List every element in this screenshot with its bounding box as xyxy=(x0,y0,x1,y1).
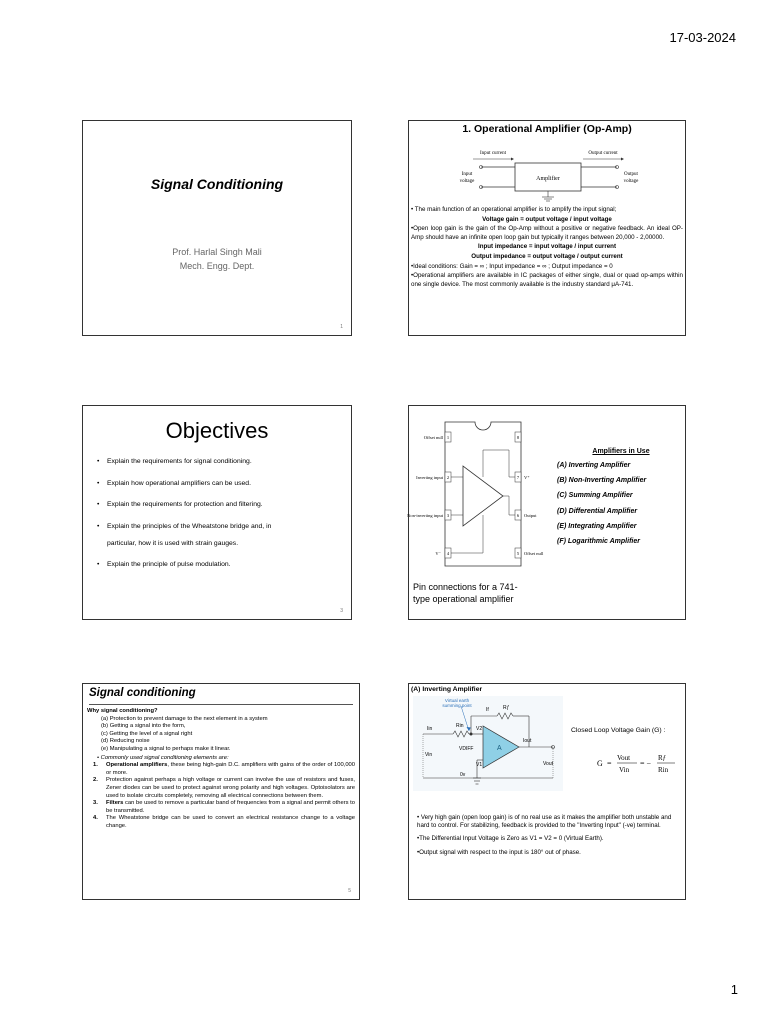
slide-2 xyxy=(408,120,686,336)
section-heading: • Commonly used signal conditioning elements are: xyxy=(97,754,229,761)
pin-label-offset-null: Offset null xyxy=(423,435,443,440)
slide-title: (A) Inverting Amplifier xyxy=(411,686,483,693)
note-item: • Very high gain (open loop gain) is of no real use as it makes the amplifier both unstable and hard to control. For stabilizing, feedback is provided to the "Inverting Input" (-ve) terminal. xyxy=(417,814,672,830)
gain-formula xyxy=(597,750,687,776)
list-item: • Explain the requirements for protection and filtering. xyxy=(97,501,337,508)
output-current-label: Output current xyxy=(588,151,618,156)
reason-item: (c) Getting the level of a signal right xyxy=(101,730,193,737)
equation-output-impedance: Output impedance = output voltage / output current xyxy=(471,253,623,261)
element-item xyxy=(87,815,355,830)
amplifier-type-item: (D) Differential Amplifier xyxy=(557,507,638,515)
author-name: Prof. Harlal Singh Mali xyxy=(172,247,262,257)
output-voltage-label-2: voltage xyxy=(623,179,639,184)
item-keyword: Filters xyxy=(106,800,124,807)
paragraph: •Open loop gain is the gain of the Op-Amp without a positive or negative feedback. An ideal OP-Amp should have an infinite open loop gain but typically it ranges between 20,000 - 2,00000. xyxy=(411,225,683,241)
inverting-amplifier-circuit xyxy=(413,696,563,791)
reason-item: (a) Protection to prevent damage to the next element in a system xyxy=(101,715,268,722)
pin-label-noninverting-input: Non-inverting input xyxy=(407,513,443,518)
element-item xyxy=(87,800,355,815)
ground-label: 0v xyxy=(460,772,466,778)
equation-input-impedance: Input impedance = input voltage / input current xyxy=(477,243,617,251)
741-pin-diagram xyxy=(407,414,545,574)
document-date: 17-03-2024 xyxy=(669,30,736,45)
vout-label: Vout xyxy=(543,761,554,767)
v1-label: V1 xyxy=(476,762,483,768)
item-text: The Wheatstone bridge can be used to convert an electrical resistance change to a voltage change. xyxy=(106,815,355,829)
author-block xyxy=(83,245,351,273)
reason-item: (e) Manipulating a signal to perhaps make it linear. xyxy=(101,745,231,752)
slide-title: Objectives xyxy=(165,418,269,443)
reason-item: (d) Reducing noise xyxy=(101,738,150,745)
amplifier-type-item: (A) Inverting Amplifier xyxy=(557,462,631,469)
vin-label: Vin xyxy=(425,752,433,758)
slide-notes xyxy=(417,814,679,862)
formula-equals: = xyxy=(607,759,612,768)
item-keyword: Operational amplifiers xyxy=(106,762,168,769)
slide-number: 3 xyxy=(340,608,343,614)
vdiff-label: VDIFF xyxy=(459,746,474,752)
formula-equals-minus: = − xyxy=(640,759,652,768)
caption-line: type operational amplifier xyxy=(413,594,514,604)
v2-label: V2 xyxy=(476,726,483,732)
author-dept: Mech. Engg. Dept. xyxy=(179,261,255,271)
pin-number: 2 xyxy=(446,475,450,480)
item-number: 1. xyxy=(93,762,98,769)
slide-5 xyxy=(82,683,360,900)
opamp-label: A xyxy=(497,745,502,752)
iout-label: Iout xyxy=(523,738,532,744)
pin-label-offset-null: Offset null xyxy=(524,551,544,556)
formula-vout: Vout xyxy=(617,754,631,762)
amplifier-type-item: (B) Non-Inverting Amplifier xyxy=(557,477,647,485)
slide-title: 1. Operational Amplifier (Op-Amp) xyxy=(462,123,632,135)
slide-number: 1 xyxy=(340,324,343,330)
paragraph: •Ideal conditions: Gain = ∞ ; Input impedance = ∞ ; Output impedance = 0 xyxy=(411,262,613,270)
formula-rin: Rin xyxy=(658,766,669,774)
list-item: • Explain the principles of the Wheatstone bridge and, in xyxy=(97,523,337,530)
slide-number: 5 xyxy=(348,888,351,894)
input-voltage-label-2: voltage xyxy=(459,179,475,184)
amplifier-label: Amplifier xyxy=(536,176,560,182)
pin-number: 4 xyxy=(446,551,450,556)
list-item: • Explain how operational amplifiers can be used. xyxy=(97,480,337,487)
list-item: • Explain the requirements for signal conditioning. xyxy=(97,458,337,465)
slide-body xyxy=(411,206,683,290)
slide-title: Signal Conditioning xyxy=(150,176,284,192)
formula-g: G xyxy=(597,759,603,768)
paragraph: •Operational amplifiers are available in IC packages of either single, dual or quad op-amps within one single device. The most commonly available is the industry standard μA-741. xyxy=(411,272,683,288)
pin-number: 7 xyxy=(516,475,520,480)
reason-item: (b) Getting a signal into the form, xyxy=(101,723,186,730)
note-item: •Output signal with respect to the input is 180° out of phase. xyxy=(417,848,581,856)
pin-number: 3 xyxy=(446,513,450,518)
note-item: •The Differential Input Voltage is Zero as V1 = V2 = 0 (Virtual Earth). xyxy=(417,835,604,843)
rf-label: Rƒ xyxy=(503,705,510,711)
element-item xyxy=(87,762,355,777)
pin-number: 1 xyxy=(446,435,450,440)
pin-label-v-plus: V⁺ xyxy=(524,475,530,480)
slide-body xyxy=(87,708,355,831)
list-item-continuation: particular, how it is used with strain gauges. xyxy=(107,540,239,547)
amplifier-type-item: (C) Summing Amplifier xyxy=(557,492,633,500)
summing-point-label: summing point xyxy=(442,703,472,708)
page-number: 1 xyxy=(730,982,738,997)
section-heading: Why signal conditioning? xyxy=(87,708,158,714)
rin-label: Rin xyxy=(456,723,464,729)
input-current-label: Input current xyxy=(480,151,506,156)
iin-label: Iin xyxy=(427,726,433,732)
element-item xyxy=(87,777,355,800)
slide-6 xyxy=(408,683,686,900)
closed-loop-gain-label: Closed Loop Voltage Gain (G) : xyxy=(571,727,666,734)
title-divider xyxy=(89,704,353,705)
pin-number: 6 xyxy=(516,513,520,518)
virtual-earth-label: Virtual earth xyxy=(444,698,470,703)
equation-voltage-gain: Voltage gain = output voltage / input voltage xyxy=(482,215,612,223)
item-text: , these being high-gain D.C. amplifiers with gains of the order of 100,000 or more. xyxy=(106,762,355,776)
pin-label-output: Output xyxy=(524,513,537,518)
amplifiers-in-use xyxy=(557,448,685,553)
slide-1 xyxy=(82,120,352,336)
amplifier-type-item: (F) Logarithmic Amplifier xyxy=(557,537,640,545)
item-text: can be used to remove a particular band of frequencies from a signal and permit others to be transmitted. xyxy=(106,800,355,814)
output-voltage-label: Output xyxy=(624,172,638,177)
slide-title: Signal conditioning xyxy=(89,687,196,699)
amplifier-block-diagram xyxy=(453,145,643,205)
slide-3 xyxy=(82,405,352,620)
formula-vin: Vin xyxy=(619,766,630,774)
amplifiers-heading: Amplifiers in Use xyxy=(592,448,650,455)
objectives-list xyxy=(97,458,337,583)
figure-caption xyxy=(413,581,563,605)
pin-number: 5 xyxy=(516,551,520,556)
item-number: 3. xyxy=(93,800,98,807)
item-number: 4. xyxy=(93,815,98,822)
list-item: • Explain the principle of pulse modulation. xyxy=(97,561,337,568)
slide-4 xyxy=(408,405,686,620)
pin-number: 8 xyxy=(516,435,520,440)
item-text: Protection against perhaps a high voltage or current can involve the use of resistors and fuses, Zener diodes can be used to protect against wrong polarity and high voltages. Optoisolators are used to isolate circuits completely, removing all electrical connections between them. xyxy=(106,777,355,799)
caption-line: Pin connections for a 741- xyxy=(413,582,518,592)
paragraph: • The main function of an operational amplifier is to amplify the input signal; xyxy=(411,206,617,213)
pin-label-inverting-input: Inverting input xyxy=(416,475,443,480)
formula-rf: Rƒ xyxy=(658,754,667,762)
amplifier-type-item: (E) Integrating Amplifier xyxy=(557,522,637,530)
item-number: 2. xyxy=(93,777,98,784)
if-label: If xyxy=(486,707,489,713)
input-voltage-label: Input xyxy=(461,172,473,177)
pin-label-v-minus: V⁻ xyxy=(435,551,441,556)
